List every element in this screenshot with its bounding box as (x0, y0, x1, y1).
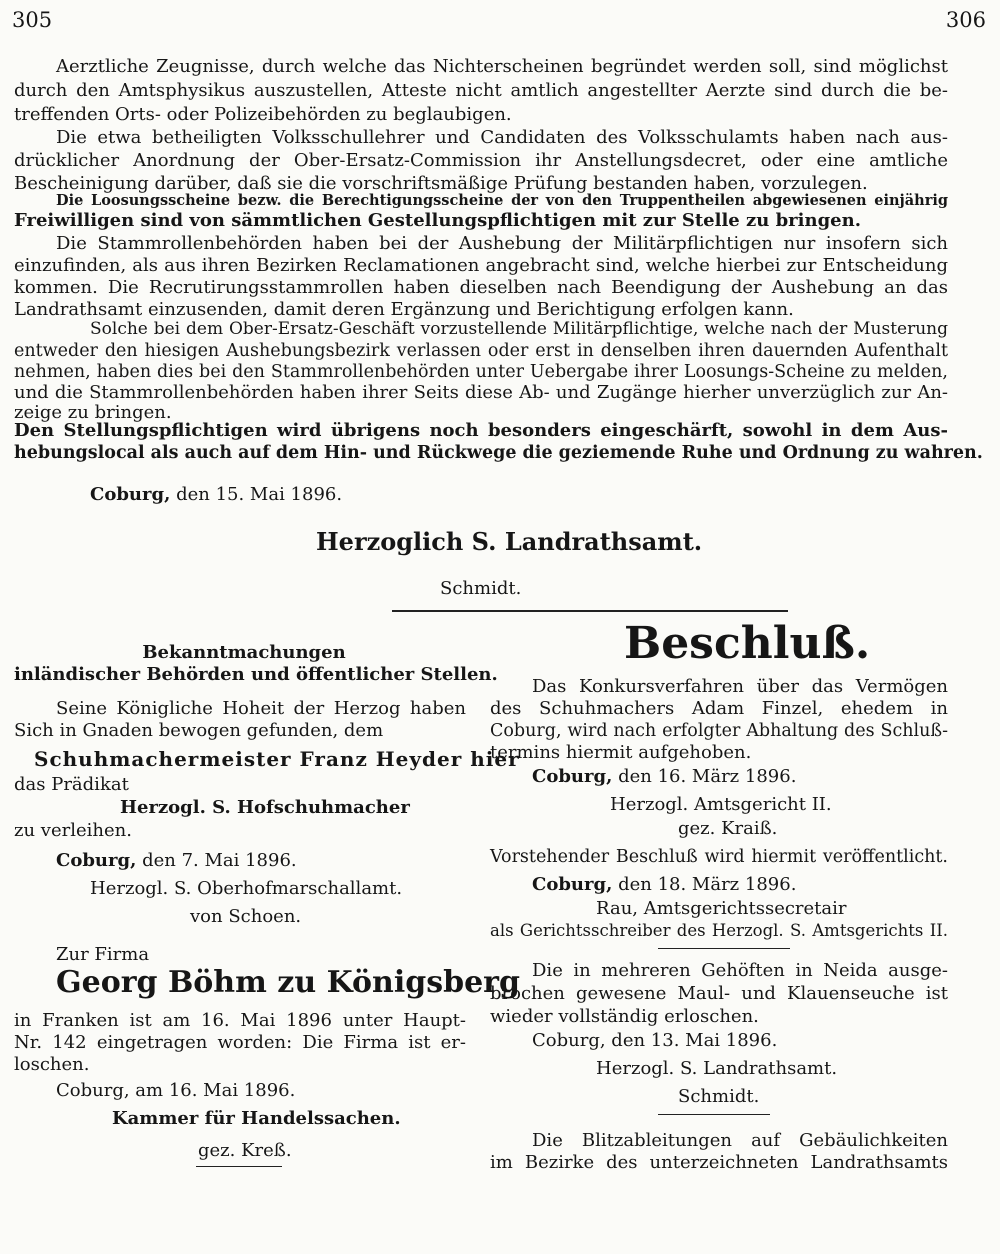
predicate: Herzogl. S. Hofschuhmacher (120, 797, 410, 818)
text-line: Die Stammrollenbehörden haben bei der Aushebung der Militärpflichtigen nur insofern sich (56, 233, 948, 254)
text-line: wieder vollständig erloschen. (490, 1006, 759, 1027)
text-line: nehmen, haben dies bei den Stammrollenbehörden unter Uebergabe ihrer Loosungs-Scheine zu melden, (14, 362, 948, 382)
text-line: Sich in Gnaden bewogen gefunden, dem (14, 720, 384, 741)
date-line (532, 766, 796, 788)
section-subheading: inländischer Behörden und öffentlicher Stellen. (14, 664, 498, 685)
person-name: Schuhmachermeister Franz Heyder hier (34, 747, 520, 771)
text-line: termins hiermit aufgehoben. (490, 742, 752, 763)
text-line-bold: Den Stellungspflichtigen wird übrigens noch besonders eingeschärft, sowohl in dem Aus- (14, 420, 948, 441)
signer: gez. Kraiß. (678, 818, 778, 839)
text-line-bold: Freiwilligen sind von sämmtlichen Gestellungspflichtigen mit zur Stelle zu bringen. (14, 210, 861, 231)
date-place: Coburg, (56, 850, 137, 871)
separator-rule (392, 610, 788, 612)
date-line (532, 874, 796, 896)
text-line: brochen gewesene Maul- und Klauenseuche ist (490, 983, 948, 1004)
signature: Schmidt. (440, 578, 522, 599)
date-line: Coburg, den 13. Mai 1896. (532, 1030, 778, 1051)
text-line: in Franken ist am 16. Mai 1896 unter Haupt- (14, 1010, 466, 1031)
text-line: Die Blitzableitungen auf Gebäulichkeiten (532, 1130, 948, 1151)
text-line: und die Stammrollenbehörden haben ihrer Seits diese Ab- und Zugänge hierher unverzüglich zur An- (14, 382, 948, 403)
date-place: Coburg, (532, 766, 613, 787)
text-line: einzufinden, als aus ihren Bezirken Reclamationen angebracht sind, welche hierbei zur Entscheidung (14, 255, 948, 276)
text-line: Die in mehreren Gehöften in Neida ausge- (532, 960, 948, 981)
text-line: Seine Königliche Hoheit der Herzog haben (56, 698, 466, 719)
firm-intro: Zur Firma (56, 944, 150, 965)
text-line-bold: Die Loosungsscheine bezw. die Berechtigungsscheine der von den Truppentheilen abgewiesenen einjährig (56, 192, 948, 209)
text-line: Bescheinigung darüber, daß sie die vorschriftsmäßige Prüfung bestanden haben, vorzulegen. (14, 173, 868, 194)
page-number-left: 305 (12, 8, 53, 32)
office-name: Kammer für Handelssachen. (112, 1108, 401, 1129)
date-place: Coburg, (532, 874, 613, 895)
text-line: zeige zu bringen. (14, 402, 172, 423)
text-line: im Bezirke des unterzeichneten Landrathsamts (490, 1152, 948, 1173)
date-place: Coburg, (90, 484, 171, 505)
section-heading: Bekanntmachungen (142, 642, 346, 663)
text-line-bold: hebungslocal als auch auf dem Hin- und Rückwege die geziemende Ruhe und Ordnung zu wahren. (14, 443, 983, 463)
date-line: Coburg, am 16. Mai 1896. (56, 1080, 296, 1101)
court-name: Herzogl. Amtsgericht II. (610, 794, 832, 815)
text-line: zu verleihen. (14, 820, 132, 841)
clerk-line: als Gerichtsschreiber des Herzogl. S. Amtsgerichts II. (490, 921, 948, 940)
date-text: den 16. März 1896. (618, 766, 797, 787)
text-line: durch den Amtsphysikus auszustellen, Atteste nicht amtlich angestellter Aerzte sind durch die be- (14, 80, 948, 101)
office-name: Herzogl. S. Oberhofmarschallamt. (90, 878, 403, 899)
text-line: Das Konkursverfahren über das Vermögen (532, 676, 948, 697)
clerk-line: Rau, Amtsgerichtssecretair (596, 898, 847, 919)
text-line: entweder den hiesigen Aushebungsbezirk verlassen oder erst in denselben ihren dauernden Aufenthalt (14, 341, 948, 361)
date-line (90, 484, 342, 506)
firm-name: Georg Böhm zu Königsberg (56, 965, 520, 1000)
separator-rule (658, 948, 790, 949)
date-text: den 7. Mai 1896. (142, 850, 297, 871)
signature-rule (196, 1166, 282, 1167)
date-line (56, 850, 297, 872)
text-line: loschen. (14, 1054, 90, 1075)
text-line: Die etwa betheiligten Volksschullehrer und Candidaten des Volksschulamts haben nach aus- (56, 127, 948, 148)
signer: von Schoen. (190, 906, 302, 927)
signer: Schmidt. (678, 1086, 760, 1107)
text-line: Solche bei dem Ober-Ersatz-Geschäft vorzustellende Militärpflichtige, welche nach der Musterung (90, 319, 948, 339)
office-name: Herzogl. S. Landrathsamt. (596, 1058, 838, 1079)
text-line: kommen. Die Recrutirungsstammrollen haben dieselben nach Beendigung der Aushebung an das (14, 277, 948, 298)
text-line: Vorstehender Beschluß wird hiermit veröffentlicht. (490, 847, 948, 867)
text-line: des Schuhmachers Adam Finzel, ehedem in (490, 698, 948, 719)
text-line: das Prädikat (14, 774, 129, 795)
authority-title: Herzoglich S. Landrathsamt. (316, 527, 703, 556)
date-text: den 18. März 1896. (618, 874, 797, 895)
separator-rule (658, 1114, 770, 1115)
text-line: Nr. 142 eingetragen worden: Die Firma ist er- (14, 1032, 466, 1053)
page-number-right: 306 (945, 8, 986, 32)
text-line: treffenden Orts- oder Polizeibehörden zu beglaubigen. (14, 104, 512, 125)
text-line: Landrathsamt einzusenden, damit deren Ergänzung und Berichtigung erfolgen kann. (14, 299, 794, 320)
date-text: den 15. Mai 1896. (176, 484, 343, 505)
text-line: Aerztliche Zeugnisse, durch welche das Nichterscheinen begründet werden soll, sind möglichst (56, 56, 948, 77)
decision-title: Beschluß. (624, 618, 871, 669)
signer: gez. Kreß. (198, 1140, 292, 1161)
text-line: Coburg, wird nach erfolgter Abhaltung des Schluß- (490, 721, 948, 741)
text-line: drücklicher Anordnung der Ober-Ersatz-Commission ihr Anstellungsdecret, oder eine amtliche (14, 150, 948, 171)
